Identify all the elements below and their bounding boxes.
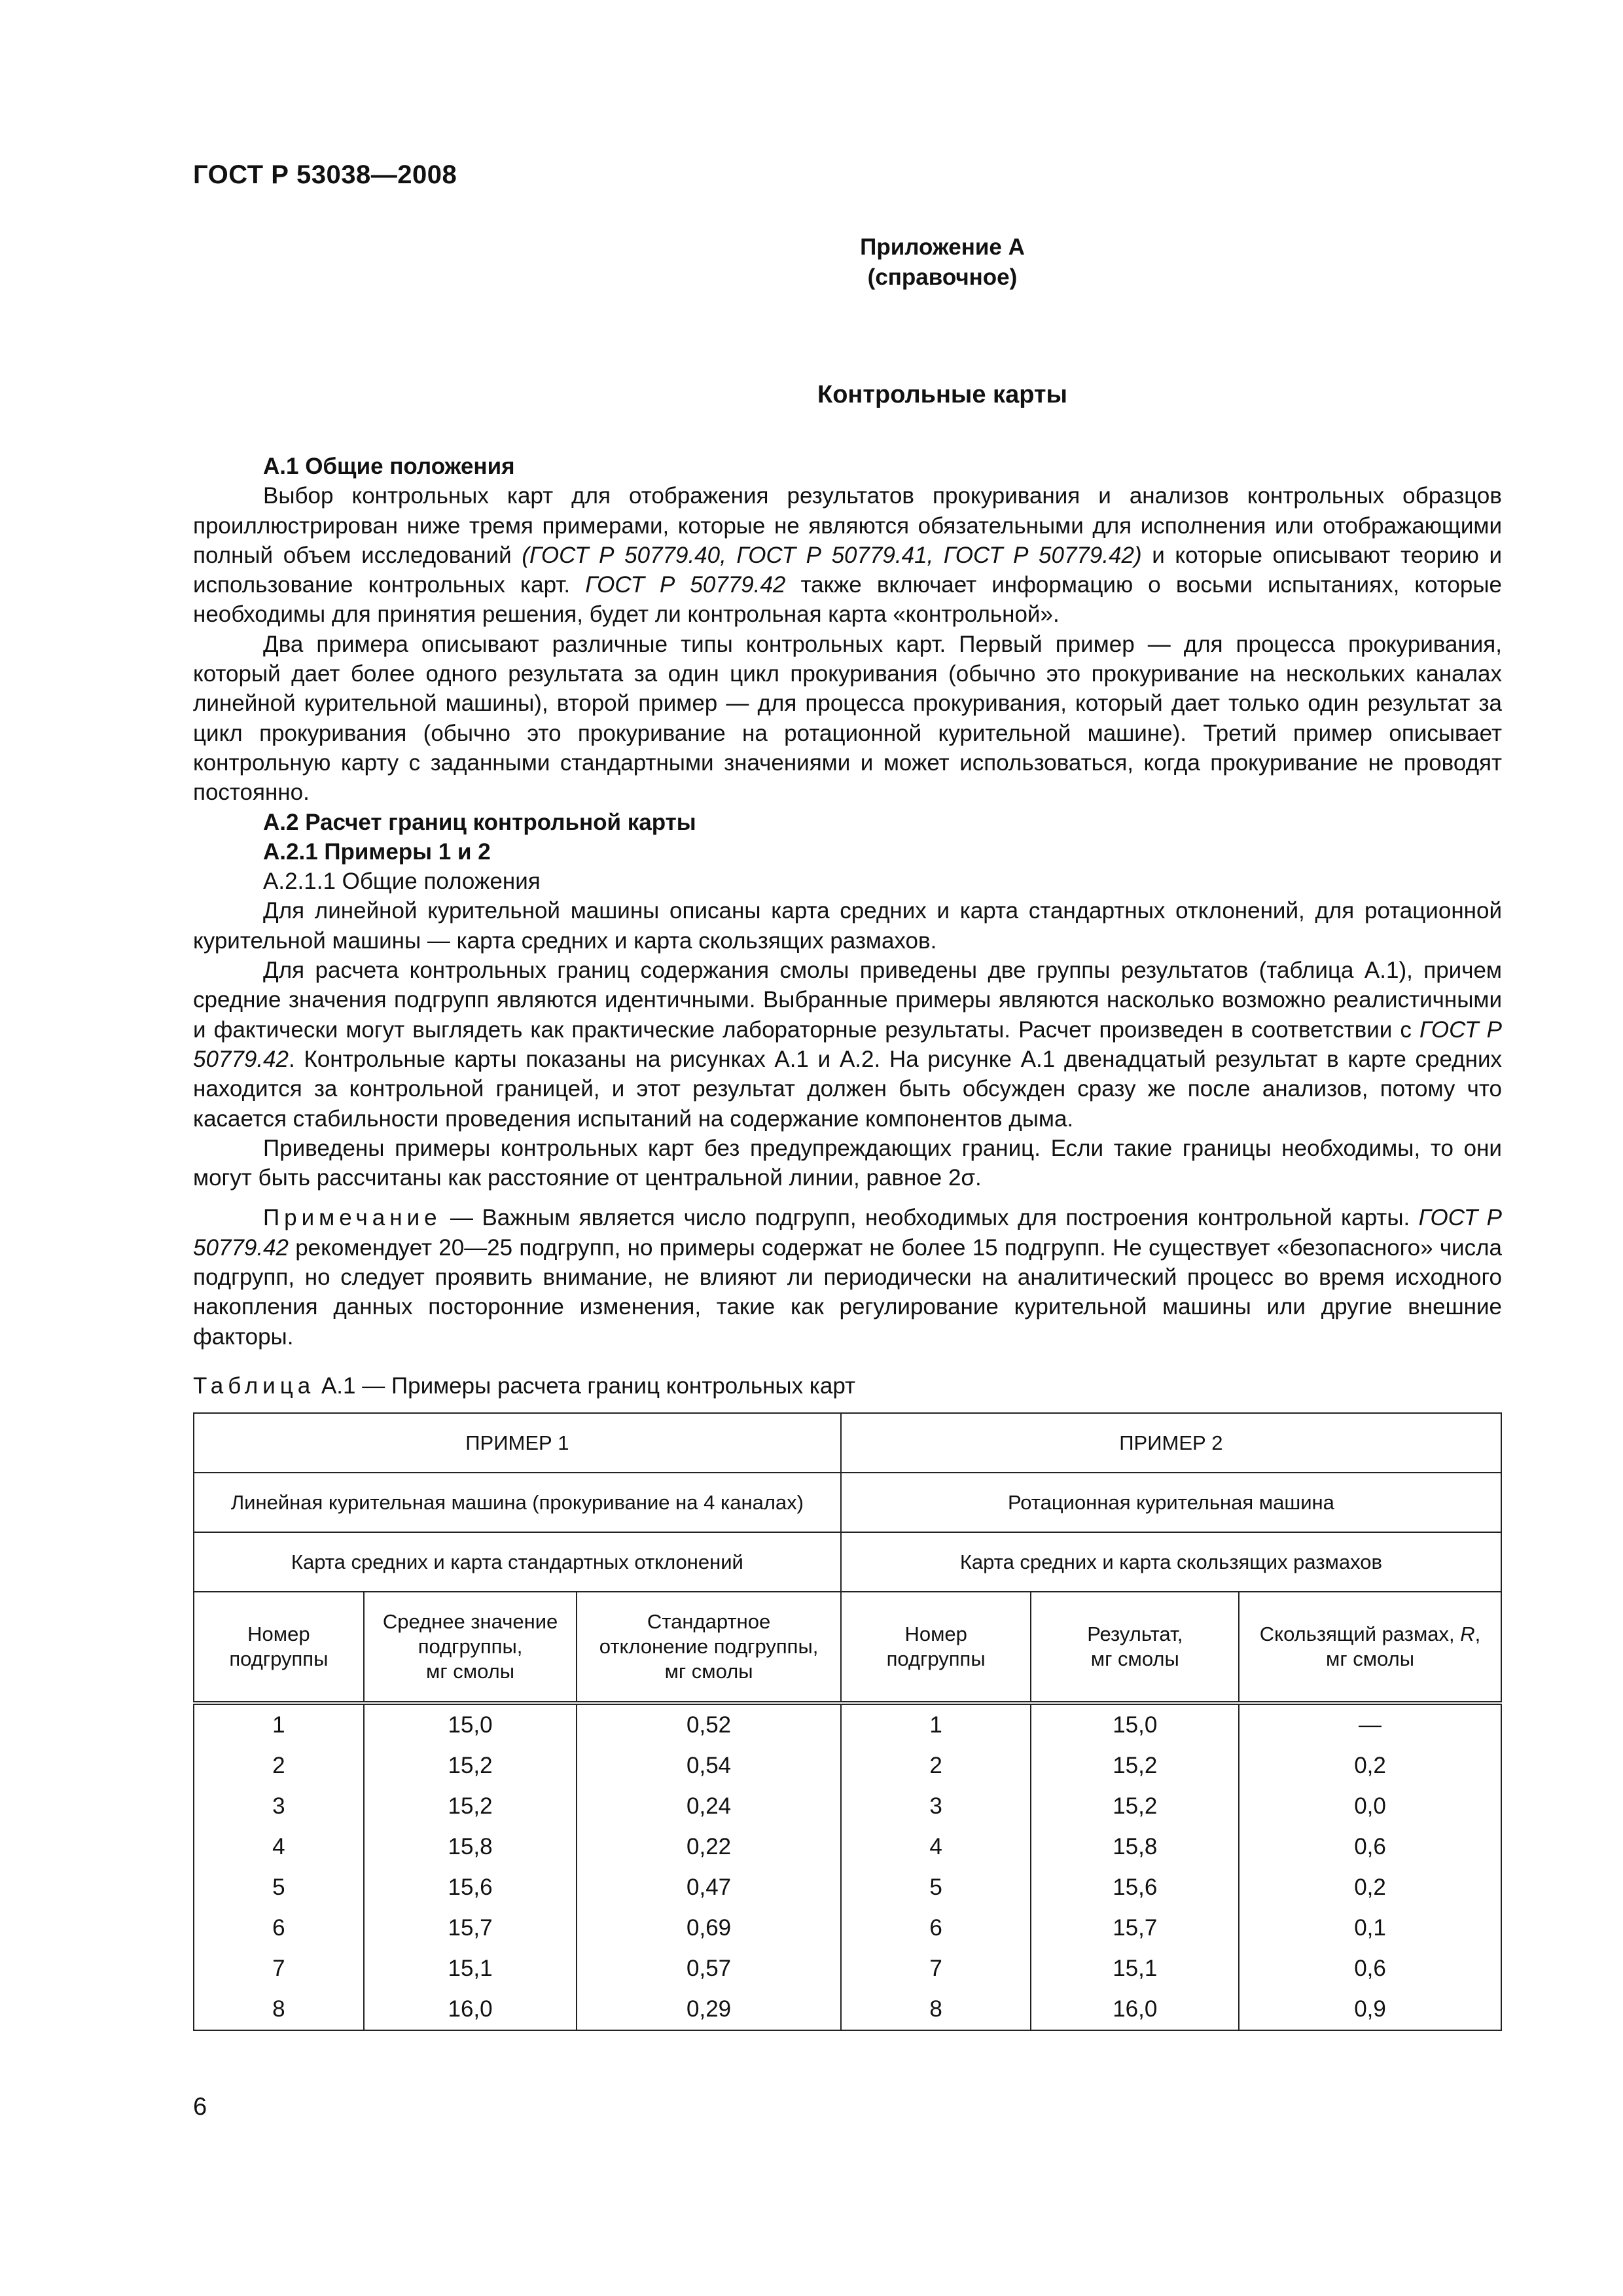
table-row xyxy=(194,1746,1501,1786)
example-2-header: ПРИМЕР 2 xyxy=(841,1413,1501,1473)
table-cell: 0,47 xyxy=(577,1867,840,1908)
table-row xyxy=(194,1908,1501,1948)
column-header: Результат, мг смолы xyxy=(1031,1592,1239,1703)
note-label: Примечание xyxy=(263,1205,442,1231)
table-cell: 1 xyxy=(841,1703,1031,1746)
table-cell: 8 xyxy=(194,1989,364,2030)
table-cell: 16,0 xyxy=(1031,1989,1239,2030)
document-id: ГОСТ Р 53038—2008 xyxy=(193,160,457,189)
table-cell: 15,1 xyxy=(1031,1948,1239,1989)
note-paragraph: Примечание — Важным является число подгрупп, необходимых для построения контрольной карты. ГОСТ Р 50779.42 рекомендует 20—25 подгрупп, но примеры содержат не более 15 подгрупп. Не существует «безопасного» числа подгрупп, но следует проявить внимание, не влияют ли периодически на аналитический процесс во время исходного накопления данных посторонние изменения, такие как регулирование курительной машины или другие внешние факторы. xyxy=(193,1205,1503,1350)
table-cell: 3 xyxy=(194,1786,364,1827)
table-cell: 15,2 xyxy=(1031,1746,1239,1786)
table-cell: 0,9 xyxy=(1239,1989,1501,2030)
table-row xyxy=(194,1827,1501,1867)
section-heading-a211: А.2.1.1 Общие положения xyxy=(263,869,541,895)
section-heading-a2: А.2 Расчет границ контрольной карты xyxy=(263,809,696,835)
table-row xyxy=(194,1867,1501,1908)
table-cell: 15,1 xyxy=(364,1948,577,1989)
column-header: Стандартное отклонение подгруппы, мг смолы xyxy=(577,1592,840,1703)
paragraph-a211-3: Приведены примеры контрольных карт без предупреждающих границ. Если такие границы необходимы, то они могут быть рассчитаны как расстояние от центральной линии, равное 2σ. xyxy=(193,1135,1502,1191)
table-cell: 0,24 xyxy=(577,1786,840,1827)
table-cell: 3 xyxy=(841,1786,1031,1827)
page-title: Контрольные карты xyxy=(817,381,1067,408)
table-cell: 2 xyxy=(841,1746,1031,1786)
table-cell: 8 xyxy=(841,1989,1031,2030)
table-row xyxy=(194,1989,1501,2030)
table-cell: 0,57 xyxy=(577,1948,840,1989)
example-1-chart-type: Карта средних и карта стандартных отклонений xyxy=(194,1532,841,1592)
table-cell: 15,2 xyxy=(364,1786,577,1827)
control-limits-table xyxy=(193,1412,1502,2031)
table-body xyxy=(194,1703,1501,2030)
table-cell: 0,54 xyxy=(577,1746,840,1786)
paragraph-a211-2: Для расчета контрольных границ содержания смолы приведены две группы результатов (таблица А.1), причем средние значения подгрупп являются идентичными. Выбранные примеры являются насколько возможно реалистичными и фактически могут выглядеть как практические лабораторные результаты. Расчет произведен в соответствии с ГОСТ Р 50779.42. Контрольные карты показаны на рисунках А.1 и А.2. На рисунке А.1 двенадцатый результат в карте средних находится за контрольной границей, и этот результат должен быть обсужден сразу же после анализов, потому что касается стабильности проведения испытаний на содержание компонентов дыма. xyxy=(193,958,1503,1132)
paragraph-a211-1: Для линейной курительной машины описаны карта средних и карта стандартных отклонений, для ротационной курительной машины — карта средних и карта скользящих размахов. xyxy=(193,898,1502,954)
table-cell: 0,1 xyxy=(1239,1908,1501,1948)
document-page xyxy=(193,0,1502,2296)
table-cell: 1 xyxy=(194,1703,364,1746)
table-cell: 0,29 xyxy=(577,1989,840,2030)
table-cell: 0,0 xyxy=(1239,1786,1501,1827)
table-cell: 4 xyxy=(194,1827,364,1867)
table-header-row xyxy=(194,1532,1501,1592)
table-header-row xyxy=(194,1473,1501,1532)
page-number: 6 xyxy=(193,2093,207,2121)
table-cell: 15,6 xyxy=(1031,1867,1239,1908)
table-cell: 15,6 xyxy=(364,1867,577,1908)
table-cell: 0,2 xyxy=(1239,1746,1501,1786)
example-2-chart-type: Карта средних и карта скользящих размахов xyxy=(841,1532,1501,1592)
column-header: Номер подгруппы xyxy=(194,1592,364,1703)
table-cell: 5 xyxy=(841,1867,1031,1908)
annex-type: (справочное) xyxy=(867,264,1018,290)
table-cell: 7 xyxy=(841,1948,1031,1989)
table-cell: 15,2 xyxy=(364,1746,577,1786)
table-cell: 2 xyxy=(194,1746,364,1786)
table-cell: 5 xyxy=(194,1867,364,1908)
body-text xyxy=(193,452,1502,1352)
example-1-machine: Линейная курительная машина (прокуривание на 4 каналах) xyxy=(194,1473,841,1532)
table-cell: 15,0 xyxy=(1031,1703,1239,1746)
table-caption: Таблица А.1 — Примеры расчета границ контрольных карт xyxy=(193,1373,856,1399)
table-header-row xyxy=(194,1413,1501,1473)
table-cell: 0,6 xyxy=(1239,1948,1501,1989)
table-cell: 15,8 xyxy=(1031,1827,1239,1867)
section-heading-a1: А.1 Общие положения xyxy=(263,454,515,479)
table-row xyxy=(194,1703,1501,1746)
column-header: Скользящий размах, R, мг смолы xyxy=(1239,1592,1501,1703)
table-row xyxy=(194,1948,1501,1989)
table-cell: 0,69 xyxy=(577,1908,840,1948)
section-heading-a21: А.2.1 Примеры 1 и 2 xyxy=(263,838,491,865)
table-cell: 0,6 xyxy=(1239,1827,1501,1867)
column-header: Среднее значение подгруппы, мг смолы xyxy=(364,1592,577,1703)
table-cell: 15,7 xyxy=(364,1908,577,1948)
table-cell: 15,0 xyxy=(364,1703,577,1746)
table-cell: 6 xyxy=(194,1908,364,1948)
table-cell: 7 xyxy=(194,1948,364,1989)
table-row xyxy=(194,1786,1501,1827)
table-cell: 6 xyxy=(841,1908,1031,1948)
table-cell: 16,0 xyxy=(364,1989,577,2030)
column-header-row xyxy=(194,1592,1501,1703)
table-cell: 0,52 xyxy=(577,1703,840,1746)
table-cell: 0,2 xyxy=(1239,1867,1501,1908)
paragraph-a1-2: Два примера описывают различные типы контрольных карт. Первый пример — для процесса прокуривания, который дает более одного результата за один цикл прокуривания (обычно это прокуривание на нескольких каналах линейной курительной машины), второй пример — для процесса прокуривания, который дает только один результат за цикл прокуривания (обычно это прокуривание на ротационной курительной машине). Третий пример описывает контрольную карту с заданными стандартными значениями и может использоваться, когда прокуривание не проводят постоянно. xyxy=(193,631,1502,806)
table-cell: 4 xyxy=(841,1827,1031,1867)
table-cell: 0,22 xyxy=(577,1827,840,1867)
table-cell: 15,8 xyxy=(364,1827,577,1867)
example-1-header: ПРИМЕР 1 xyxy=(194,1413,841,1473)
table-cell: 15,7 xyxy=(1031,1908,1239,1948)
table-cell: — xyxy=(1239,1703,1501,1746)
annex-heading xyxy=(193,232,1502,293)
column-header: Номер подгруппы xyxy=(841,1592,1031,1703)
annex-title: Приложение А xyxy=(860,234,1025,260)
example-2-machine: Ротационная курительная машина xyxy=(841,1473,1501,1532)
table-cell: 15,2 xyxy=(1031,1786,1239,1827)
paragraph-a1-1: Выбор контрольных карт для отображения результатов прокуривания и анализов контрольных образцов проиллюстрирован ниже тремя примерами, которые не являются обязательными для исполнения или отображающими полный объем исследований (ГОСТ Р 50779.40, ГОСТ Р 50779.41, ГОСТ Р 50779.42) и которые описывают теорию и использование контрольных карт. ГОСТ Р 50779.42 также включает информацию о восьми испытаниях, которые необходимы для принятия решения, будет ли контрольная карта «контрольной». xyxy=(193,483,1503,628)
